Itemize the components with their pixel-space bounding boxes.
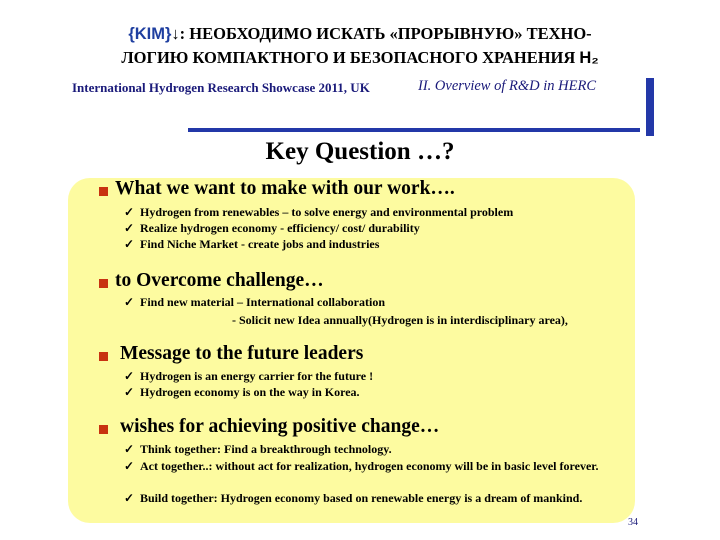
list-item xyxy=(124,441,392,457)
header-rule xyxy=(188,128,640,132)
item-text: Realize hydrogen economy - efficiency/ cost/ durability xyxy=(140,221,420,235)
page-number: 34 xyxy=(628,517,638,528)
check-icon: ✓ xyxy=(124,459,135,473)
list-item xyxy=(124,236,379,252)
item-text: Hydrogen is an energy carrier for the future ! xyxy=(140,369,374,383)
list-item xyxy=(124,384,360,400)
section-bullet xyxy=(99,352,108,361)
list-item xyxy=(124,368,373,384)
header-line-2-text: ЛОГИЮ КОМПАКТНОГО И БЕЗОПАСНОГО ХРАНЕНИЯ xyxy=(121,48,580,67)
section-bullet xyxy=(99,187,108,196)
item-text: Hydrogen from renewables – to solve energy and environmental problem xyxy=(140,205,514,219)
check-icon: ✓ xyxy=(124,385,135,399)
list-item xyxy=(124,294,385,310)
list-item xyxy=(124,490,614,506)
section-heading: Message to the future leaders xyxy=(120,343,364,364)
check-icon: ✓ xyxy=(124,205,135,219)
section-heading: to Overcome challenge… xyxy=(115,270,324,291)
section-heading: What we want to make with our work…. xyxy=(115,178,455,199)
slide-title: Key Question …? xyxy=(265,138,455,165)
check-icon: ✓ xyxy=(124,442,135,456)
item-text: Find Niche Market - create jobs and industries xyxy=(140,237,380,251)
kim-label: {KIM} xyxy=(128,25,172,43)
check-icon: ✓ xyxy=(124,237,135,251)
accent-bar xyxy=(646,78,654,136)
check-icon: ✓ xyxy=(124,221,135,235)
section-bullet xyxy=(99,279,108,288)
list-item xyxy=(124,220,420,236)
item-text: Build together: Hydrogen economy based on renewable energy is a dream of mankind. xyxy=(140,491,583,505)
header-line-2 xyxy=(10,46,710,70)
event-name: International Hydrogen Research Showcase 2011, UK xyxy=(72,80,370,95)
check-icon: ✓ xyxy=(124,295,135,309)
section-name: II. Overview of R&D in HERC xyxy=(418,78,596,94)
section-heading: wishes for achieving positive change… xyxy=(120,416,440,437)
list-item xyxy=(124,204,513,220)
check-icon: ✓ xyxy=(124,369,135,383)
h2-label: H₂ xyxy=(579,49,599,67)
item-text: Act together..: without act for realization, hydrogen economy will be in basic level forever. xyxy=(140,459,599,473)
sub-item: - Solicit new Idea annually(Hydrogen is in interdisciplinary area), xyxy=(232,313,568,327)
check-icon: ✓ xyxy=(124,491,135,505)
item-text: Find new material – International collaboration xyxy=(140,295,385,309)
slide-header xyxy=(10,22,710,70)
item-text: Hydrogen economy is on the way in Korea. xyxy=(140,385,360,399)
item-text: Think together: Find a breakthrough technology. xyxy=(140,442,392,456)
section-bullet xyxy=(99,425,108,434)
list-item xyxy=(124,458,614,474)
header-line-1-text: ↓: НЕОБХОДИМО ИСКАТЬ «ПРОРЫВНУЮ» ТЕХНО- xyxy=(171,24,592,43)
header-line-1 xyxy=(10,22,710,46)
